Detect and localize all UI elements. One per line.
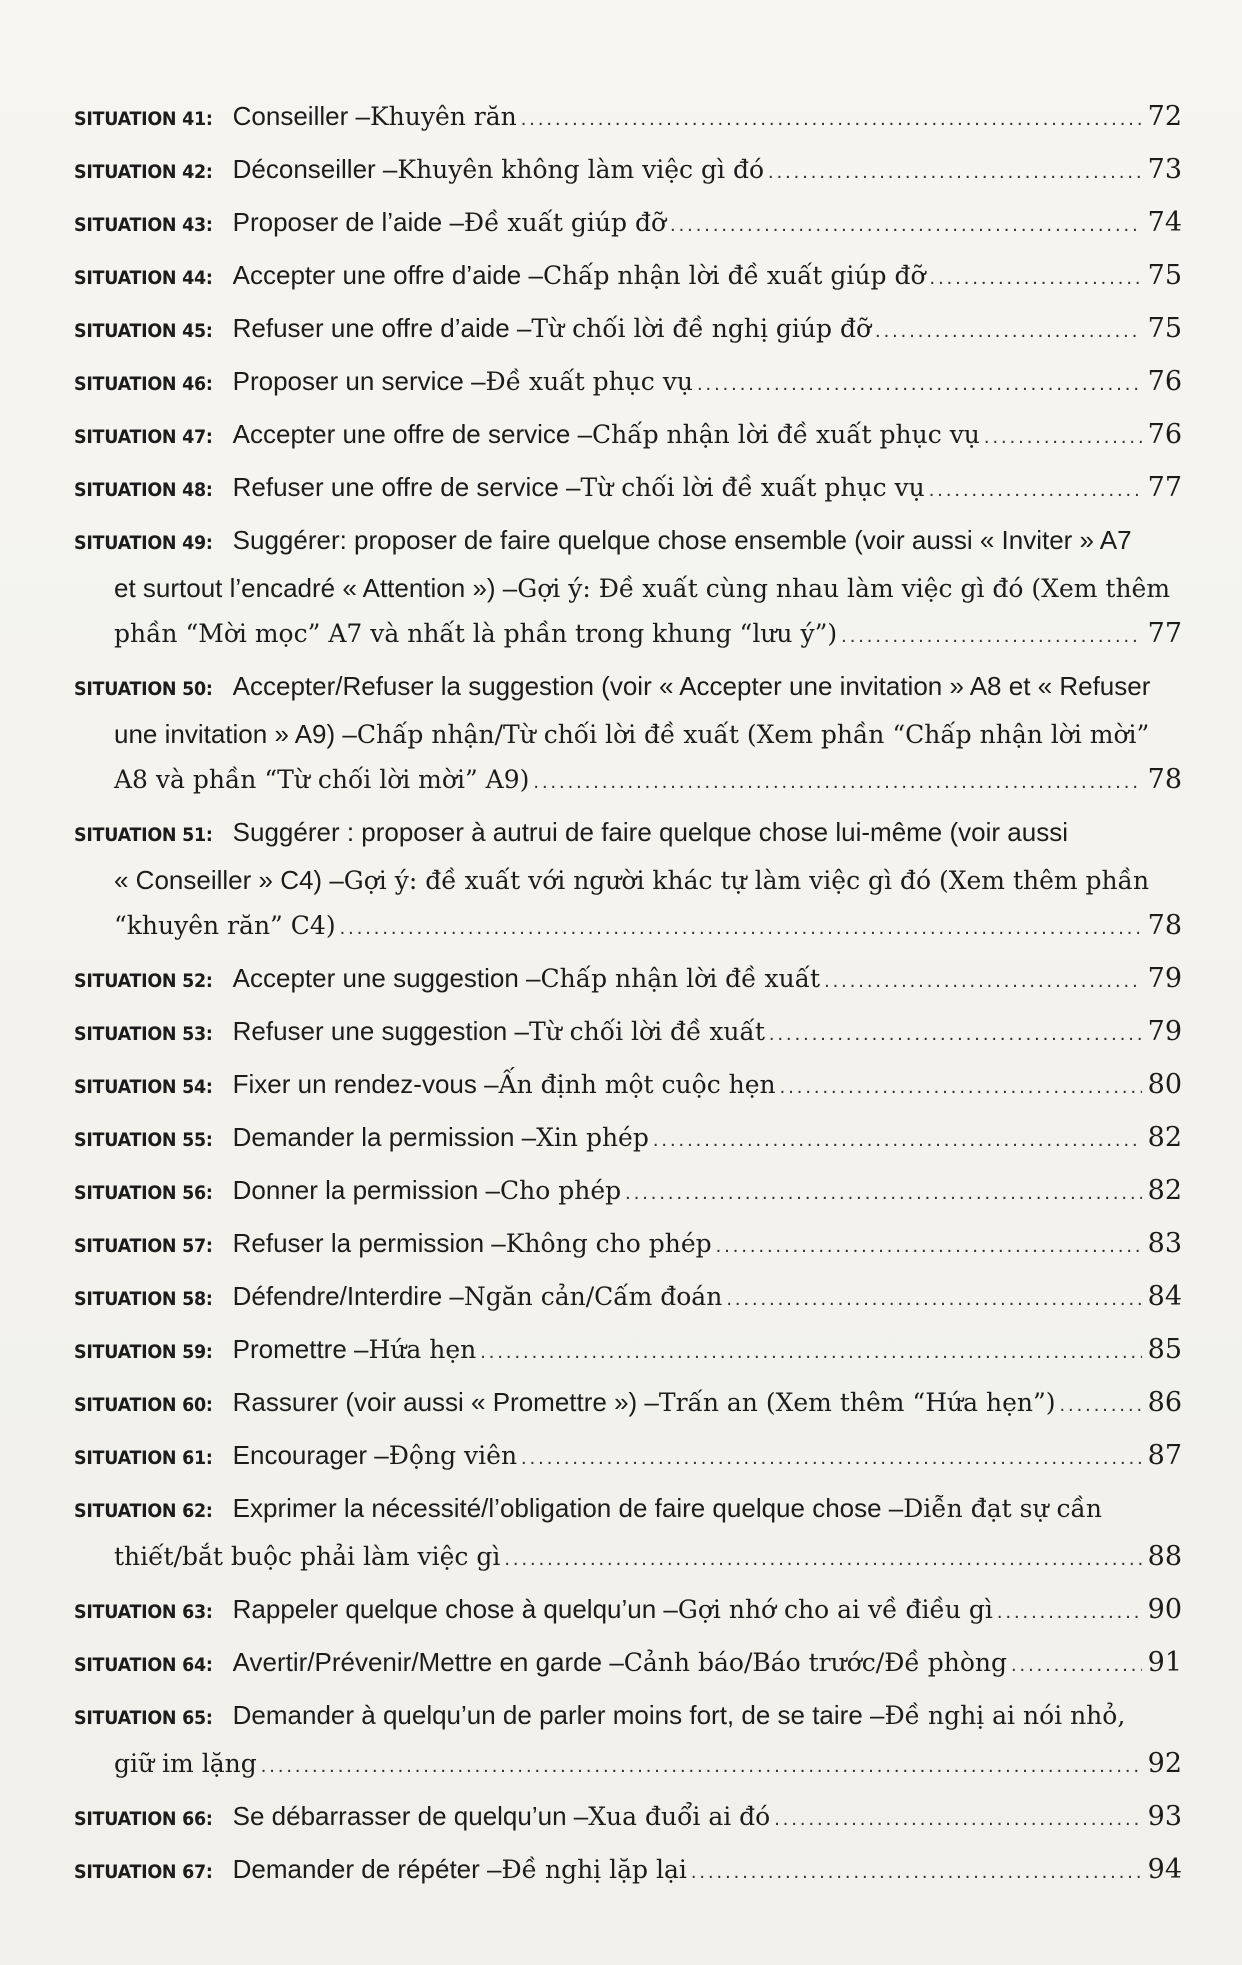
situation-prefix: SITUATION — [74, 373, 177, 395]
situation-number: 66: — [182, 1808, 213, 1830]
situation-prefix: SITUATION — [74, 479, 177, 501]
dot-leader — [726, 1277, 1142, 1322]
situation-label — [74, 1383, 213, 1428]
toc-entry — [74, 664, 1182, 805]
vietnamese-title: Đề nghị lặp lại — [501, 1855, 687, 1884]
toc-entry-line — [74, 1327, 1182, 1375]
dot-leader — [691, 1850, 1142, 1895]
situation-prefix: SITUATION — [74, 1500, 177, 1522]
toc-entry-continuation — [74, 903, 1182, 951]
situation-prefix: SITUATION — [74, 970, 177, 992]
situation-number: 58: — [182, 1288, 213, 1310]
page-number: 94 — [1147, 1854, 1182, 1885]
toc-entry — [74, 1640, 1182, 1688]
toc-entry-continuation — [74, 1534, 1182, 1582]
page-number: 80 — [1147, 1069, 1182, 1100]
situation-number: 67: — [182, 1861, 213, 1883]
toc-entry-line — [74, 1693, 1182, 1741]
french-title: Défendre/Interdire – — [232, 1281, 464, 1311]
page-number: 91 — [1147, 1647, 1182, 1678]
page-number: 83 — [1147, 1228, 1182, 1259]
situation-label — [74, 203, 213, 248]
vietnamese-title: “khuyên răn” C4) — [114, 911, 336, 940]
dot-leader — [769, 1012, 1142, 1057]
dot-leader — [1060, 1383, 1143, 1428]
toc-entry — [74, 1380, 1182, 1428]
dot-leader — [480, 1330, 1142, 1375]
situation-label — [74, 667, 213, 712]
page-number: 73 — [1147, 154, 1182, 185]
french-title: Demander de répéter – — [232, 1854, 502, 1884]
situation-label — [74, 1643, 213, 1688]
situation-number: 56: — [182, 1182, 213, 1204]
situation-label — [74, 362, 213, 407]
dot-leader — [653, 1118, 1142, 1163]
page-number: 82 — [1147, 1175, 1182, 1206]
dot-leader — [780, 1065, 1142, 1110]
toc-entry — [74, 253, 1182, 301]
situation-number: 61: — [182, 1447, 213, 1469]
toc-entry-continuation — [74, 611, 1182, 659]
dot-leader — [504, 1537, 1142, 1582]
toc-entry-continuation — [74, 1741, 1182, 1789]
page-number: 92 — [1147, 1748, 1182, 1779]
situation-label — [74, 1436, 213, 1481]
situation-prefix: SITUATION — [74, 1808, 177, 1830]
toc-entry-line — [74, 664, 1182, 712]
situation-number: 45: — [182, 320, 213, 342]
toc-entry-line — [74, 1062, 1182, 1110]
french-title: Proposer de l’aide – — [232, 207, 464, 237]
situation-prefix: SITUATION — [74, 1288, 177, 1310]
situation-prefix: SITUATION — [74, 1341, 177, 1363]
dot-leader — [1011, 1643, 1142, 1688]
situation-label — [74, 150, 213, 195]
french-title: Conseiller – — [232, 101, 370, 131]
vietnamese-title: Diễn đạt sự cần — [903, 1494, 1102, 1523]
vietnamese-title: Gợi ý: Đề xuất cùng nhau làm việc gì đó (Xem thêm — [517, 574, 1171, 603]
french-title: Avertir/Prévenir/Mettre en garde – — [232, 1647, 624, 1677]
french-title: Suggérer: proposer de faire quelque chose ensemble (voir aussi « Inviter » A7 — [232, 525, 1132, 555]
toc-entry — [74, 147, 1182, 195]
situation-number: 52: — [182, 970, 213, 992]
situation-label — [74, 1696, 213, 1741]
vietnamese-title: Cho phép — [500, 1176, 622, 1205]
french-title: Promettre – — [232, 1334, 369, 1364]
situation-prefix: SITUATION — [74, 267, 177, 289]
toc-entry-continuation — [74, 858, 1182, 903]
vietnamese-title: Động viên — [388, 1441, 518, 1470]
page-number: 85 — [1147, 1334, 1182, 1365]
page-number: 82 — [1147, 1122, 1182, 1153]
toc-entry-line — [74, 1168, 1182, 1216]
vietnamese-title: Ngăn cản/Cấm đoán — [463, 1282, 723, 1311]
page-number: 76 — [1147, 419, 1182, 450]
vietnamese-title: Đề nghị ai nói nhỏ, — [884, 1701, 1126, 1730]
french-title: Encourager – — [232, 1440, 389, 1470]
french-title: Accepter une offre d’aide – — [232, 260, 543, 290]
situation-prefix: SITUATION — [74, 1076, 177, 1098]
situation-prefix: SITUATION — [74, 1023, 177, 1045]
toc-entry — [74, 94, 1182, 142]
situation-prefix: SITUATION — [74, 1707, 177, 1729]
situation-label — [74, 1065, 213, 1110]
situation-prefix: SITUATION — [74, 1447, 177, 1469]
french-title: Fixer un rendez-vous – — [232, 1069, 499, 1099]
french-title: Accepter une suggestion – — [232, 963, 541, 993]
vietnamese-title: phần “Mời mọc” A7 và nhất là phần trong khung “lưu ý”) — [114, 619, 838, 648]
toc-entry-continuation — [74, 566, 1182, 611]
situation-number: 43: — [182, 214, 213, 236]
french-title: « Conseiller » C4) – — [114, 865, 344, 895]
situation-number: 60: — [182, 1394, 213, 1416]
dot-leader — [697, 362, 1142, 407]
toc-entry-line — [74, 306, 1182, 354]
toc-entry — [74, 518, 1182, 659]
situation-label — [74, 813, 213, 858]
situation-label — [74, 309, 213, 354]
toc-entry-continuation — [74, 712, 1182, 757]
french-title: Accepter/Refuser la suggestion (voir « Accepter une invitation » A8 et « Refuser — [232, 671, 1151, 701]
situation-number: 46: — [182, 373, 213, 395]
situation-label — [74, 415, 213, 460]
situation-number: 44: — [182, 267, 213, 289]
situation-number: 53: — [182, 1023, 213, 1045]
vietnamese-title: Chấp nhận/Từ chối lời đề xuất (Xem phần “Chấp nhận lời mời” — [356, 720, 1150, 749]
toc-entry-line — [74, 465, 1182, 513]
vietnamese-title: Trấn an (Xem thêm “Hứa hẹn”) — [658, 1388, 1056, 1417]
situation-label — [74, 1012, 213, 1057]
dot-leader — [997, 1590, 1142, 1635]
situation-prefix: SITUATION — [74, 1235, 177, 1257]
toc-entry-line — [74, 1380, 1182, 1428]
toc-entry — [74, 1115, 1182, 1163]
vietnamese-title: Đề xuất giúp đỡ — [463, 208, 667, 237]
toc-entry-line — [74, 200, 1182, 248]
situation-number: 62: — [182, 1500, 213, 1522]
french-title: Refuser la permission – — [232, 1228, 506, 1258]
toc-entry-line — [74, 1433, 1182, 1481]
toc-entry — [74, 1274, 1182, 1322]
toc-entry-line — [74, 412, 1182, 460]
vietnamese-title: Hứa hẹn — [368, 1335, 477, 1364]
page-number: 79 — [1147, 963, 1182, 994]
french-title: Se débarrasser de quelqu’un – — [232, 1801, 589, 1831]
situation-prefix: SITUATION — [74, 1601, 177, 1623]
french-title: Proposer un service – — [232, 366, 486, 396]
situation-label — [74, 1850, 213, 1895]
toc-entry-line — [74, 1640, 1182, 1688]
situation-label — [74, 1489, 213, 1534]
situation-prefix: SITUATION — [74, 1394, 177, 1416]
vietnamese-title: Chấp nhận lời đề xuất — [540, 964, 821, 993]
toc-entry-line — [74, 253, 1182, 301]
toc-entry-line — [74, 1274, 1182, 1322]
dot-leader — [841, 614, 1142, 659]
page-number: 78 — [1147, 910, 1182, 941]
vietnamese-title: Xua đuổi ai đó — [588, 1802, 771, 1831]
situation-label — [74, 1277, 213, 1322]
situation-label — [74, 256, 213, 301]
vietnamese-title: Xin phép — [536, 1123, 649, 1152]
page-number: 79 — [1147, 1016, 1182, 1047]
toc-entry — [74, 810, 1182, 951]
toc-entry — [74, 359, 1182, 407]
toc-entry — [74, 1486, 1182, 1582]
situation-label — [74, 959, 213, 1004]
situation-prefix: SITUATION — [74, 1861, 177, 1883]
dot-leader — [670, 203, 1142, 248]
toc-entry — [74, 200, 1182, 248]
situation-number: 48: — [182, 479, 213, 501]
vietnamese-title: Từ chối lời đề xuất phục vụ — [580, 473, 925, 502]
french-title: Accepter une offre de service – — [232, 419, 593, 449]
toc-entry-line — [74, 1221, 1182, 1269]
dot-leader — [716, 1224, 1142, 1269]
toc-entry — [74, 1168, 1182, 1216]
toc-entry-line — [74, 1847, 1182, 1895]
situation-number: 55: — [182, 1129, 213, 1151]
page-number: 84 — [1147, 1281, 1182, 1312]
toc-entry — [74, 306, 1182, 354]
dot-leader — [875, 309, 1142, 354]
toc-entry-line — [74, 1587, 1182, 1635]
page-number: 78 — [1147, 764, 1182, 795]
situation-label — [74, 97, 213, 142]
toc-entry — [74, 465, 1182, 513]
vietnamese-title: Từ chối lời đề xuất — [528, 1017, 765, 1046]
vietnamese-title: A8 và phần “Từ chối lời mời” A9) — [114, 765, 530, 794]
page-number: 77 — [1147, 472, 1182, 503]
vietnamese-title: Đề xuất phục vụ — [485, 367, 693, 396]
french-title: Rassurer (voir aussi « Promettre ») – — [232, 1387, 659, 1417]
french-title: et surtout l’encadré « Attention ») – — [114, 573, 518, 603]
situation-label — [74, 1797, 213, 1842]
toc-entry-line — [74, 518, 1182, 566]
situation-number: 59: — [182, 1341, 213, 1363]
page-number: 76 — [1147, 366, 1182, 397]
situation-label — [74, 1330, 213, 1375]
toc-entry-line — [74, 1794, 1182, 1842]
vietnamese-title: Từ chối lời đề nghị giúp đỡ — [531, 314, 872, 343]
situation-number: 42: — [182, 161, 213, 183]
situation-prefix: SITUATION — [74, 1182, 177, 1204]
situation-number: 47: — [182, 426, 213, 448]
dot-leader — [625, 1171, 1142, 1216]
situation-number: 63: — [182, 1601, 213, 1623]
vietnamese-title: giữ im lặng — [114, 1749, 257, 1778]
vietnamese-title: Chấp nhận lời đề xuất phục vụ — [592, 420, 980, 449]
situation-number: 51: — [182, 824, 213, 846]
vietnamese-title: Gợi nhớ cho ai về điều gì — [677, 1595, 993, 1624]
toc-entry-line — [74, 1009, 1182, 1057]
toc-entry — [74, 1433, 1182, 1481]
toc-entry — [74, 1009, 1182, 1057]
dot-leader — [521, 1436, 1142, 1481]
toc-entry — [74, 1587, 1182, 1635]
page-number: 72 — [1147, 101, 1182, 132]
dot-leader — [261, 1744, 1142, 1789]
page-number: 74 — [1147, 207, 1182, 238]
toc-entry-line — [74, 1486, 1182, 1534]
french-title: Demander la permission – — [232, 1122, 537, 1152]
dot-leader — [930, 256, 1142, 301]
situation-number: 57: — [182, 1235, 213, 1257]
situation-prefix: SITUATION — [74, 108, 177, 130]
dot-leader — [824, 959, 1142, 1004]
dot-leader — [533, 760, 1142, 805]
vietnamese-title: Ấn định một cuộc hẹn — [498, 1070, 776, 1099]
situation-number: 65: — [182, 1707, 213, 1729]
situation-label — [74, 1118, 213, 1163]
page-number: 75 — [1147, 313, 1182, 344]
situation-number: 50: — [182, 678, 213, 700]
dot-leader — [984, 415, 1142, 460]
situation-label — [74, 1590, 213, 1635]
toc-entry — [74, 1693, 1182, 1789]
situation-prefix: SITUATION — [74, 1654, 177, 1676]
situation-label — [74, 468, 213, 513]
situation-prefix: SITUATION — [74, 678, 177, 700]
situation-prefix: SITUATION — [74, 1129, 177, 1151]
french-title: Rappeler quelque chose à quelqu’un – — [232, 1594, 678, 1624]
page-number: 88 — [1147, 1541, 1182, 1572]
french-title: Demander à quelqu’un de parler moins fort, de se taire – — [232, 1700, 885, 1730]
french-title: une invitation » A9) – — [114, 719, 357, 749]
toc-entry-line — [74, 94, 1182, 142]
vietnamese-title: thiết/bắt buộc phải làm việc gì — [114, 1542, 501, 1571]
toc-entry — [74, 956, 1182, 1004]
french-title: Suggérer : proposer à autrui de faire quelque chose lui-même (voir aussi — [232, 817, 1068, 847]
dot-leader — [521, 97, 1142, 142]
page-number: 93 — [1147, 1801, 1182, 1832]
toc-entry-line — [74, 810, 1182, 858]
french-title: Exprimer la nécessité/l’obligation de faire quelque chose – — [232, 1493, 904, 1523]
situation-prefix: SITUATION — [74, 320, 177, 342]
situation-number: 41: — [182, 108, 213, 130]
dot-leader — [774, 1797, 1142, 1842]
toc-entry-line — [74, 359, 1182, 407]
toc-entry — [74, 1327, 1182, 1375]
vietnamese-title: Cảnh báo/Báo trước/Đề phòng — [623, 1648, 1007, 1677]
situation-label — [74, 521, 213, 566]
situation-prefix: SITUATION — [74, 214, 177, 236]
french-title: Donner la permission – — [232, 1175, 500, 1205]
vietnamese-title: Khuyên không làm việc gì đó — [397, 155, 765, 184]
situation-number: 49: — [182, 532, 213, 554]
toc-entry-line — [74, 956, 1182, 1004]
situation-label — [74, 1224, 213, 1269]
toc-entry — [74, 1847, 1182, 1895]
french-title: Refuser une offre d’aide – — [232, 313, 532, 343]
dot-leader — [929, 468, 1142, 513]
situation-prefix: SITUATION — [74, 824, 177, 846]
toc-entry-continuation — [74, 757, 1182, 805]
page-number: 75 — [1147, 260, 1182, 291]
dot-leader — [340, 906, 1142, 951]
situation-prefix: SITUATION — [74, 426, 177, 448]
toc-entry-line — [74, 1115, 1182, 1163]
french-title: Refuser une offre de service – — [232, 472, 581, 502]
page-number: 77 — [1147, 618, 1182, 649]
vietnamese-title: Chấp nhận lời đề xuất giúp đỡ — [542, 261, 926, 290]
toc-entry — [74, 1062, 1182, 1110]
french-title: Refuser une suggestion – — [232, 1016, 529, 1046]
vietnamese-title: Gợi ý: đề xuất với người khác tự làm việc gì đó (Xem thêm phần — [343, 866, 1150, 895]
page-number: 86 — [1147, 1387, 1182, 1418]
vietnamese-title: Không cho phép — [505, 1229, 712, 1258]
situation-label — [74, 1171, 213, 1216]
dot-leader — [768, 150, 1142, 195]
situation-prefix: SITUATION — [74, 161, 177, 183]
page-number: 87 — [1147, 1440, 1182, 1471]
toc-entry — [74, 1221, 1182, 1269]
table-of-contents — [74, 94, 1182, 1900]
page-number: 90 — [1147, 1594, 1182, 1625]
situation-number: 54: — [182, 1076, 213, 1098]
toc-entry — [74, 1794, 1182, 1842]
situation-prefix: SITUATION — [74, 532, 177, 554]
toc-entry-line — [74, 147, 1182, 195]
situation-number: 64: — [182, 1654, 213, 1676]
toc-entry — [74, 412, 1182, 460]
french-title: Déconseiller – — [232, 154, 398, 184]
vietnamese-title: Khuyên răn — [369, 102, 517, 131]
